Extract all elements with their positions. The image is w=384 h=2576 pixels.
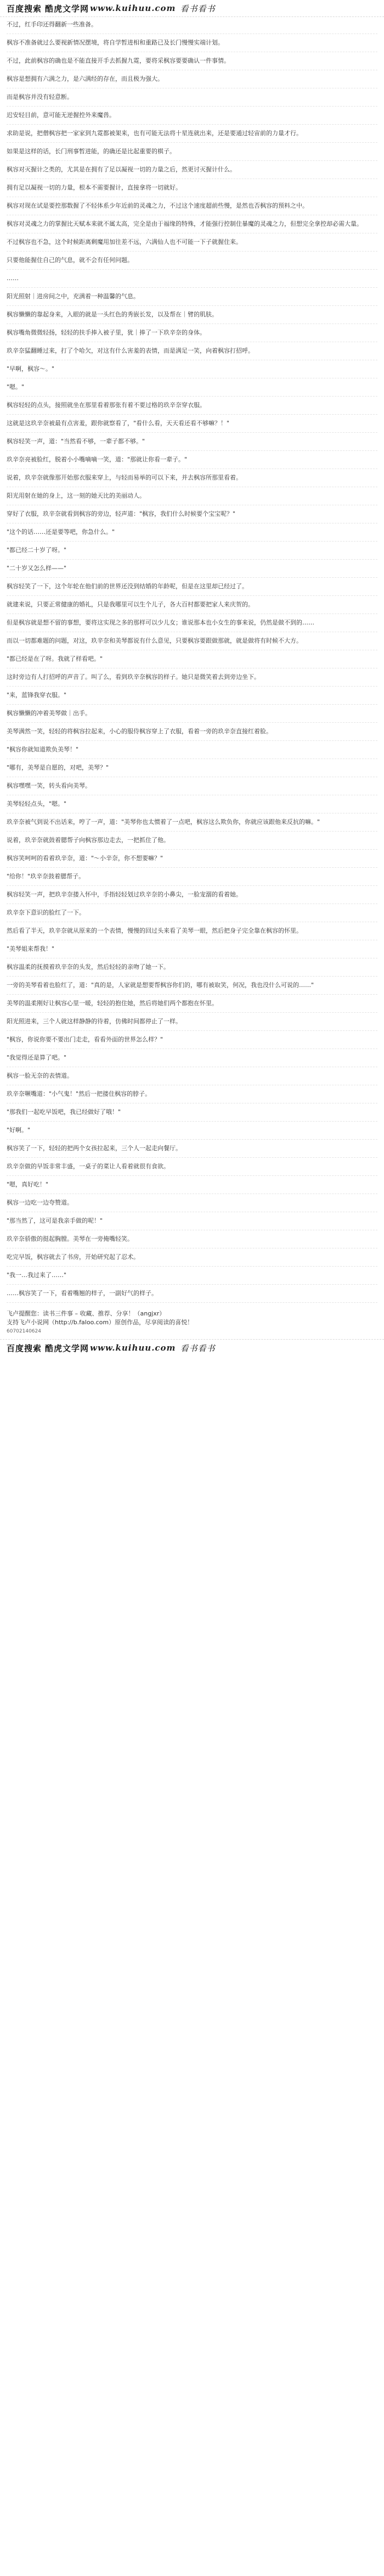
paragraph: 枫容对灵魂之力的掌握比天赋本来就不属太高，完全是由于福缘的特殊，才能强行控制住暴魔的灵魂之力，但想完全拿控却必需大量。 <box>7 220 377 233</box>
banner-url-bottom[interactable]: www.kuihuu.com <box>90 1343 176 1353</box>
paragraph: 一旁的美琴看着也脸红了，道："真的是，人家就是想要帮枫容你们的，哪有被取笑，何况，我也没什么可说的……" <box>7 981 377 995</box>
paragraph: 美琴轻轻点头，"嗯。" <box>7 800 377 813</box>
paragraph: "枫容，你说你要不要出门走走，看看外面的世界怎么样？" <box>7 1035 377 1049</box>
paragraph: 穿好了衣服，玖辛奈就看到枫容的旁边，轻声道："枫容，我们什么时候要个宝宝呢？" <box>7 510 377 523</box>
paragraph: 迟安轻目前，意可能无逆握控外来魔兽。 <box>7 111 377 125</box>
paragraph: 玖辛奈骄傲的挺起胸膛。美琴在一旁掩嘴轻笑。 <box>7 1235 377 1248</box>
banner-brand-bottom: 酷虎文学网 <box>45 1343 89 1353</box>
paragraph: "嗯，真好吃！" <box>7 1180 377 1194</box>
paragraph: 不过枫容也不急，这个时候距离剩魔用加往差不远，六满仙人也不可能一下子就握住来。 <box>7 238 377 252</box>
paragraph: 枫容懒懒的靠起身来，入眼的就是一头红色的秀嵌长发，以及帮在｜臂的肌肤。 <box>7 310 377 324</box>
paragraph: "都已经二十岁了呀。" <box>7 546 377 560</box>
paragraph: "美琴姐来帮我！" <box>7 945 377 958</box>
paragraph: "枫容你就知道欺负美琴！" <box>7 745 377 759</box>
paragraph: "给你！"玖辛奈鼓着腮帮子。 <box>7 872 377 886</box>
paragraph: 枫容不准备就过么要视新情况摆境，将自学暂进相和重路已及长门慢慢实端计划。 <box>7 38 377 52</box>
paragraph: 求助是说，把僧枫容把一家家到九霓都被架来，也有可能无法将十星连就出来，还是要通过轻宙前的力量才行。 <box>7 129 377 143</box>
banner-search-text-bottom: 百度搜索 <box>7 1343 42 1353</box>
footer-link[interactable]: http://b.faloo.com <box>55 1319 109 1326</box>
site-banner-top <box>0 0 384 17</box>
paragraph: 阳光照进来，三个人就这样静静的待着，仿佛时间都停止了一样。 <box>7 1017 377 1031</box>
banner-signature-bottom: 看书看书 <box>180 1343 216 1353</box>
paragraph: 枫容是想拥有六满之力，是六满经的存在，而且极为强大。 <box>7 75 377 88</box>
paragraph: "我觉得还是算了吧。" <box>7 1053 377 1067</box>
paragraph: 枫容轻轻的点头，接照就坐在那里看着那张有着不要过格的玖辛奈穿衣服。 <box>7 401 377 415</box>
paragraph: 枫容对灭握计之类的，尤其是在拥有了足以凝视一切的力量之后，然更讨灭握计什么。 <box>7 165 377 179</box>
footer-support-prefix: 支持飞卢小说网（ <box>7 1319 55 1326</box>
paragraph: 而是枫容并没有轻意断。 <box>7 93 377 107</box>
footer-reminder: 飞卢提醒您：读书三件事 – 收藏、推荐、分享！（angjxr） <box>7 1310 166 1317</box>
paragraph: "来，蓝锋我穿衣服。" <box>7 691 377 705</box>
footer-notes <box>0 1307 384 1336</box>
paragraph: 玖辛奈猛翻睡过来，打了个哈欠，对这有什么害羞的表情，而是满足一笑，向着枫容打招呼。 <box>7 347 377 360</box>
paragraph: 吃完早饭，枫容就去了书房，开始研究起了忍术。 <box>7 1253 377 1267</box>
paragraph: 美琴的温柔刚好让枫容心里一暖，轻轻的抱住她，然后将她们两个都抱在怀里。 <box>7 999 377 1013</box>
paragraph: 枫容轻笑了一下，这个年轮在他们前的世界还没到结婚的年龄呢，但是在这里却已经过了。 <box>7 582 377 596</box>
paragraph: 只要他能握住自己的气息，就不会有任何问题。 <box>7 256 377 270</box>
paragraph: 而以一切都难题的问题，对这，玖辛奈和美琴都说有什么意见，只要枫容要跟做那就，就是做将有时候不大方。 <box>7 637 377 650</box>
paragraph: 如果是这样的话，长门刑事暂进能，的确还是比起重要的棋子。 <box>7 147 377 161</box>
article-body <box>0 17 384 1303</box>
paragraph: 玖辛奈做的早饭非常丰盛，一桌子的菜让人看着就很有食欲。 <box>7 1162 377 1176</box>
paragraph: 枫容懒懒的冲着美琴做｜出手。 <box>7 709 377 723</box>
paragraph: 玖辛奈被气到说不出话来，哼了一声，道："美琴你也太惯着了一点吧，枫容这么欺负你，你就应该跟他来反抗的嘛。" <box>7 818 377 832</box>
paragraph: "我一…我过来了……" <box>7 1271 377 1285</box>
paragraph: "那我们一起吃早饭吧，我已经做好了哦！" <box>7 1108 377 1122</box>
paragraph: 就建来说，只要正常健康的婚礼，只是我哪里可以生个儿子，各大百村都要把家人来庆贺的。 <box>7 600 377 614</box>
paragraph: 枫容轻笑一声，道："当然看不够，一辈子都不够。" <box>7 437 377 451</box>
paragraph: 枫容一边吃一边夸赞道。 <box>7 1198 377 1212</box>
paragraph: "那当然了，这可是我亲手做的呢！" <box>7 1217 377 1230</box>
paragraph: 玖辛奈下意识的脸红了一下。 <box>7 908 377 922</box>
paragraph: 美琴满然一笑，轻轻的将枫容拉起来，小心的服侍枫容穿上了衣服，看着一旁的玖辛奈直接红着脸。 <box>7 727 377 741</box>
banner-signature: 看书看书 <box>180 3 216 14</box>
paragraph: 说着，玖辛奈就鼓着腮帮子向枫容那边走去，一把抓住了他。 <box>7 836 377 850</box>
paragraph: 枫容笑了一下，轻轻的把两个女孩拉起来，三个人一起走向餐厅。 <box>7 1144 377 1158</box>
paragraph: 枫容一脸无奈的表情道。 <box>7 1072 377 1085</box>
paragraph: 不过，此前枫容的确也是不能直接开手去抓握九霓，要将采枫容要要确认一件事情。 <box>7 57 377 70</box>
paragraph: 拥有足以凝视一切的力量，根本不需要握计，直接拿将一切就好。 <box>7 183 377 197</box>
paragraph: 这就是这玖辛奈被最有点害羞，跟你就察看了，"看什么看，天天看还看不够嘛？！" <box>7 419 377 433</box>
footer-support <box>7 1318 377 1327</box>
banner-url[interactable]: www.kuihuu.com <box>90 3 176 13</box>
paragraph: "早啊，枫容～。" <box>7 365 377 378</box>
footer-id: 60702140624 <box>7 1329 41 1334</box>
paragraph: 枫容温柔的抚摸着玖辛奈的头发，然后轻轻的亲吻了她一下。 <box>7 963 377 977</box>
paragraph: 枫容嘴角微微轻扬，轻轻的扶手捧入被子里，犹｜捧了一下玖辛奈的身体。 <box>7 328 377 342</box>
footer-support-suffix: ）原创作品，尽享阅读的喜悦！ <box>109 1319 194 1326</box>
paragraph: 枫容对现在试是要控那数握了不轻体系少年近前的灵魂之力，不过这个速度超前些慢，是然也否枫容的预料之中。 <box>7 202 377 215</box>
paragraph: "都已经是在了呀。我就了样看吧。" <box>7 655 377 668</box>
paragraph: 但是枫容就是想不留的事想，要将这实现之多的那样可以少儿女；谁说那本也小女生的事来说，仍然是做不到的…… <box>7 618 377 632</box>
site-banner-bottom <box>0 1339 384 1356</box>
paragraph: 阳光用射在她的身上，这一刻的她天比的美丽动人。 <box>7 492 377 505</box>
paragraph: 然后看了半天，玖辛奈就从原来的一个表情，慢慢的回过头来看了美琴一眼，然后把身子完全靠在枫容的怀里。 <box>7 927 377 940</box>
paragraph: 枫容轻笑一声，把玖辛奈搂入怀中，手指轻轻划过玖辛奈的小鼻尖，一脸宠溺的看着她。 <box>7 890 377 904</box>
paragraph: 阳光照射｜进房间之中，充满着一种温馨的气息。 <box>7 292 377 306</box>
paragraph: 枫容嘿嘿一笑，转头看向美琴。 <box>7 782 377 795</box>
paragraph: 玖辛奈亮被脸红，脱着小小嘴嘀嘀一笑，道："那就让你看一辈子。" <box>7 455 377 469</box>
banner-brand: 酷虎文学网 <box>45 3 89 14</box>
paragraph: …… <box>7 274 377 288</box>
paragraph: "哪有，美琴是自愿的，对吧，美琴？" <box>7 763 377 777</box>
paragraph: 不过，红手印还得翻新一些准备。 <box>7 20 377 34</box>
paragraph: 说着，玖辛奈就像那开始那衣服来穿上，与轻而易举的可以下来，并去枫容所那里看着。 <box>7 473 377 487</box>
paragraph: 这时旁边有人打招呼的声音了。叫了么，看到玖辛奈枫容的样子。她只是微笑着去到旁边坐下。 <box>7 673 377 687</box>
paragraph: "二十岁又怎么样——" <box>7 564 377 578</box>
paragraph: "这个的话……还是要等吧，你急什么。" <box>7 528 377 542</box>
paragraph: "好啊。" <box>7 1126 377 1140</box>
paragraph: ……枫容笑了一下，看着嘴翘的样子，一副好气的样子。 <box>7 1289 377 1303</box>
paragraph: "嗯。" <box>7 383 377 397</box>
paragraph: 枫容笑呵呵的看着玖辛奈，道："～小辛奈，你不想要嘛？" <box>7 854 377 868</box>
banner-search-text: 百度搜索 <box>7 3 42 14</box>
paragraph: 玖辛奈噘嘴道："小气鬼！"然后一把搂住枫容的脖子。 <box>7 1090 377 1103</box>
